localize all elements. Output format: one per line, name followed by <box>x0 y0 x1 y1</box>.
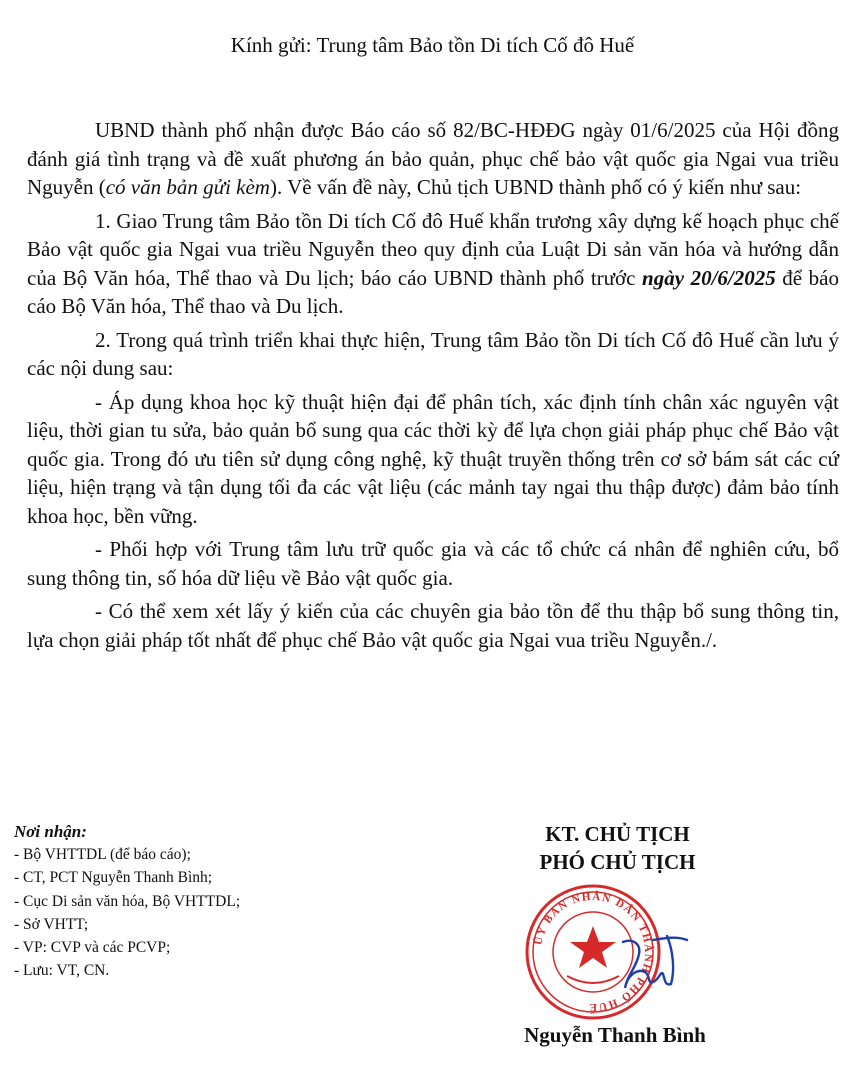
bullet-2-paragraph: - Phối hợp với Trung tâm lưu trữ quốc gia và các tổ chức cá nhân để nghiên cứu, bổ sung thông tin, số hóa dữ liệu về Bảo vật quốc gia. <box>27 537 839 590</box>
bullet-1-paragraph: - Áp dụng khoa học kỹ thuật hiện đại để phân tích, xác định tính chân xác nguyên vật liệu, thời gian tu sửa, bảo quản bổ sung qua các thời kỳ để lựa chọn giải pháp phục chế Bảo vật quốc gia. Trong đó ưu tiên sử dụng công nghệ, kỹ thuật truyền thống trên cơ sở bám sát các cứ liệu, hiện trạng và tận dụng tối đa các vật liệu (các mảnh tay ngai thu thập được) đảm bảo tính khoa học, bền vững. <box>27 389 839 528</box>
signature-line-2: PHÓ CHỦ TỊCH <box>539 850 696 874</box>
deadline-date: ngày 20/6/2025 <box>642 265 776 290</box>
signature-line-1: KT. CHỦ TỊCH <box>545 822 690 846</box>
recipient-salutation: Kính gửi: Trung tâm Bảo tồn Di tích Cố đô Huế <box>230 33 635 57</box>
attachment-note: có văn bản gửi kèm <box>105 175 270 199</box>
recipients-heading: Nơi nhận: <box>14 822 87 841</box>
recipient-item: - Lưu: VT, CN. <box>14 962 110 980</box>
item-2-paragraph: 2. Trong quá trình triển khai thực hiện, Trung tâm Bảo tồn Di tích Cố đô Huế cần lưu ý các nội dung sau: <box>27 327 839 380</box>
recipient-item: - VP: CVP và các PCVP; <box>14 939 171 957</box>
item-1-paragraph: 1. Giao Trung tâm Bảo tồn Di tích Cố đô Huế khẩn trương xây dựng kế hoạch phục chế Bảo vật quốc gia Ngai vua triều Nguyễn theo quy định của Luật Di sản văn hóa và hướng dẫn của Bộ Văn hóa, Thể thao và Du lịch; báo cáo UBND thành phố trước ngày 20/6/2025 để báo cáo Bộ Văn hóa, Thể thao và Du lịch. <box>27 208 839 318</box>
recipient-item: - Cục Di sản văn hóa, Bộ VHTTDL; <box>14 892 241 910</box>
bullet-3-paragraph: - Có thể xem xét lấy ý kiến của các chuyên gia bảo tồn để thu thập bổ sung thông tin, lựa chọn giải pháp tốt nhất để phục chế Bảo vật quốc gia Ngai vua triều Nguyễn./. <box>27 599 839 652</box>
recipients-block <box>14 820 344 982</box>
seal-star-icon <box>570 926 616 968</box>
document-body <box>27 116 839 659</box>
official-seal <box>515 880 690 1025</box>
recipient-item: - Bộ VHTTDL (để báo cáo); <box>14 846 191 864</box>
recipient-item: - Sở VHTT; <box>14 915 89 933</box>
signer-name: Nguyễn Thanh Bình <box>524 1023 706 1047</box>
signature-title <box>485 820 750 876</box>
intro-paragraph: UBND thành phố nhận được Báo cáo số 82/BC-HĐĐG ngày 01/6/2025 của Hội đồng đánh giá tình trạng và đề xuất phương án bảo quản, phục chế bảo vật quốc gia Ngai vua triều Nguyễn (có văn bản gửi kèm). Về vấn đề này, Chủ tịch UBND thành phố có ý kiến như sau: <box>27 118 839 199</box>
recipient-item: - CT, PCT Nguyễn Thanh Bình; <box>14 869 213 887</box>
seal-text: ỦY BAN NHÂN DÂN THÀNH PHỐ HUẾ <box>532 890 655 1014</box>
